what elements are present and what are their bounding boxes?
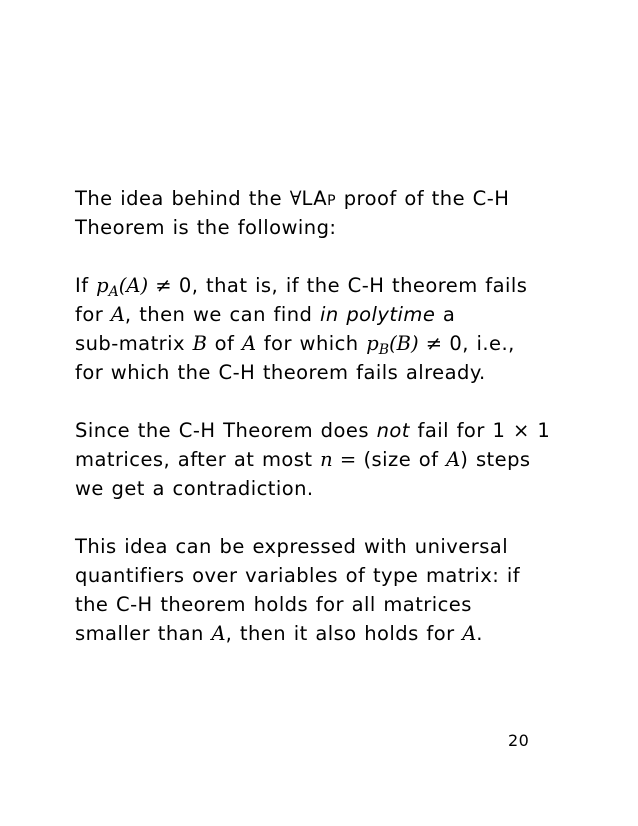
text-line: quantifiers over variables of type matrix: if	[75, 564, 521, 587]
math-subscript: B	[378, 342, 390, 359]
text-run: , that is, if the C-H theorem fails	[191, 274, 528, 297]
text-run: , i.e.,	[462, 332, 515, 355]
text-run: If	[75, 274, 97, 297]
math-variable: A	[211, 622, 226, 645]
text-line	[75, 300, 575, 329]
text-run: proof of the C-H	[336, 187, 510, 210]
forall-symbol: ∀	[289, 187, 302, 210]
math-variable: A	[446, 448, 461, 471]
paragraph-quantifiers	[75, 532, 575, 648]
text-run: , then it also holds for	[225, 622, 463, 645]
text-line	[75, 184, 575, 213]
text-line	[75, 619, 575, 648]
equals-symbol: =	[332, 448, 364, 471]
emphasized-text: not	[376, 419, 410, 442]
math-subscript: A	[108, 284, 119, 301]
text-run: fail for	[409, 419, 493, 442]
page-number: 20	[508, 731, 530, 750]
text-run: The idea behind the	[75, 187, 290, 210]
not-equal-symbol: ≠	[148, 274, 179, 297]
text-line: for which the C-H theorem fails already.	[75, 361, 486, 384]
text-run: matrices, after at most	[75, 448, 321, 471]
text-line	[75, 445, 575, 474]
text-run: ) steps	[460, 448, 531, 471]
math-variable: p	[366, 332, 379, 355]
text-line: Theorem is the following:	[75, 216, 337, 239]
text-run: sub-matrix	[75, 332, 193, 355]
paragraph-submatrix-argument	[75, 271, 575, 387]
text-run: .	[476, 622, 483, 645]
text-line	[75, 416, 575, 445]
text-line	[75, 329, 575, 358]
text-run: for which	[256, 332, 367, 355]
text-run: , then we can find	[124, 303, 321, 326]
math-argument: (A)	[118, 274, 149, 297]
paragraph-induction	[75, 416, 575, 503]
text-line: This idea can be expressed with universal	[75, 535, 509, 558]
text-run: a	[435, 303, 456, 326]
slide-body	[75, 184, 575, 648]
text-run: (size of	[363, 448, 447, 471]
math-dimension: 1 × 1	[492, 419, 551, 442]
math-number: 0	[178, 274, 192, 297]
text-run: of	[207, 332, 242, 355]
math-argument: (B)	[389, 332, 419, 355]
math-variable: n	[320, 448, 333, 471]
system-name-lap: LAp	[301, 187, 337, 210]
math-number: 0	[449, 332, 463, 355]
text-line	[75, 271, 575, 300]
math-variable: A	[242, 332, 257, 355]
math-variable: B	[192, 332, 207, 355]
text-line: the C-H theorem holds for all matrices	[75, 593, 472, 616]
text-run: Since the C-H Theorem does	[75, 419, 377, 442]
emphasized-text: in polytime	[320, 303, 436, 326]
math-variable: A	[110, 303, 125, 326]
not-equal-symbol: ≠	[418, 332, 450, 355]
math-variable: A	[462, 622, 477, 645]
text-run: for	[75, 303, 111, 326]
text-line: we get a contradiction.	[75, 477, 314, 500]
text-run: smaller than	[75, 622, 212, 645]
math-variable: p	[96, 274, 109, 297]
paragraph-proof-idea	[75, 184, 575, 242]
